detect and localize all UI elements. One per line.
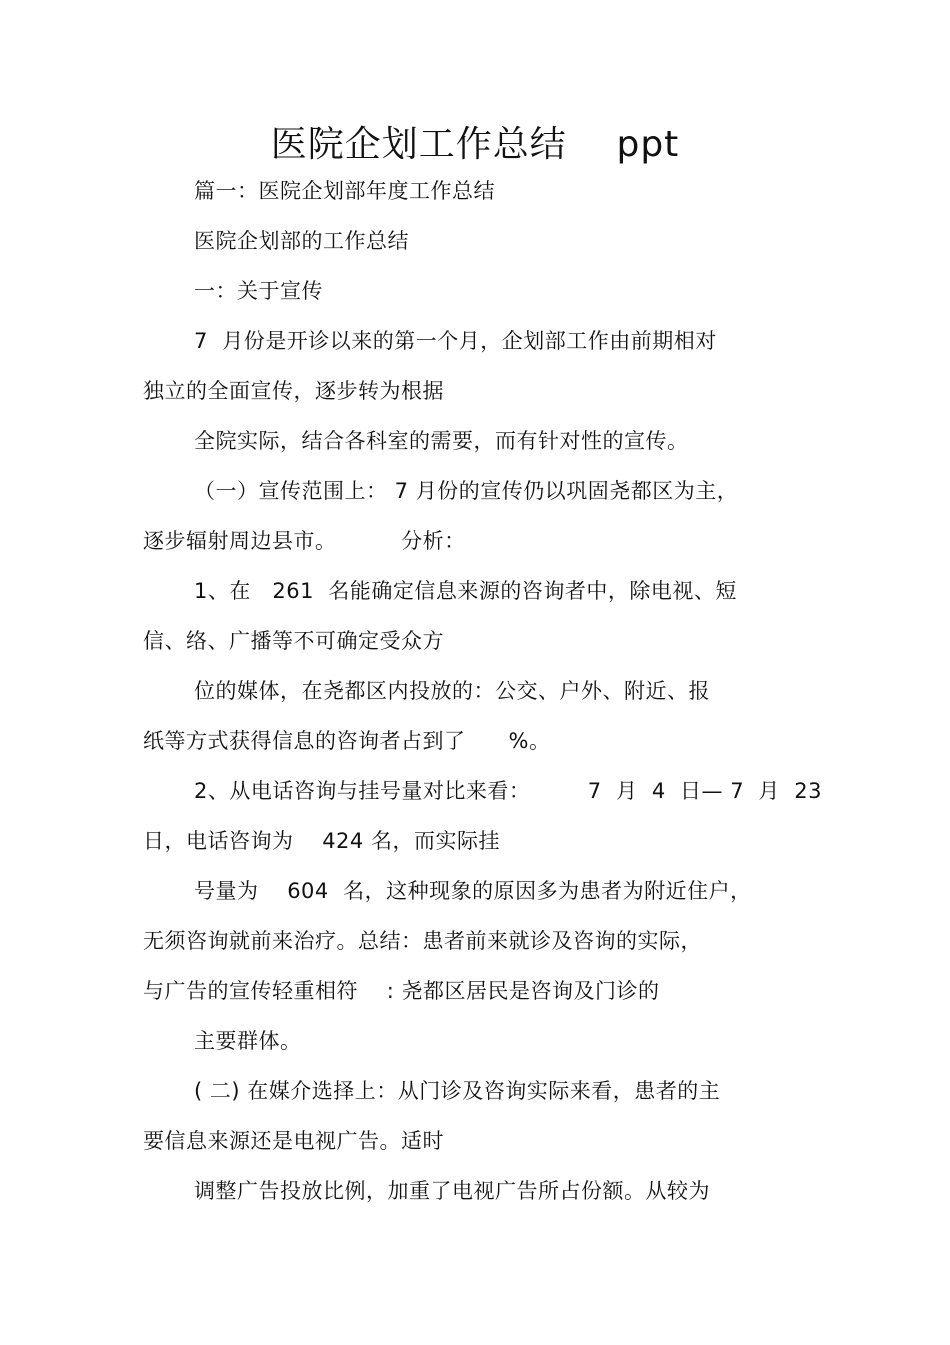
paragraph-line: 独立的全面宣传，逐步转为根据 xyxy=(143,379,444,403)
paragraph-line: 位的媒体，在尧都区内投放的：公交、户外、附近、报 xyxy=(194,679,710,703)
paragraph-line: 2、从电话咨询与挂号量对比来看： 7 月 4 日— 7 月 23 xyxy=(194,779,822,803)
section-heading: 篇一：医院企划部年度工作总结 xyxy=(194,179,495,203)
paragraph-line: 号量为 604 名，这种现象的原因多为患者为附近住户， xyxy=(194,879,752,903)
paragraph-line: 信、络、广播等不可确定受众方 xyxy=(143,629,444,653)
document-title: 医院企划工作总结 ppt xyxy=(270,124,680,165)
item-heading: 一：关于宣传 xyxy=(194,279,323,303)
paragraph-line: ( 二) 在媒介选择上：从门诊及咨询实际来看，患者的主 xyxy=(194,1079,721,1103)
paragraph-line: 7 月份是开诊以来的第一个月，企划部工作由前期相对 xyxy=(194,329,717,353)
subsection-heading: 医院企划部的工作总结 xyxy=(194,229,409,253)
paragraph-line: 调整广告投放比例，加重了电视广告所占份额。从较为 xyxy=(194,1179,710,1203)
paragraph-line: 主要群体。 xyxy=(194,1029,302,1053)
paragraph-line: 无须咨询就前来治疗。总结：患者前来就诊及咨询的实际， xyxy=(143,929,702,953)
paragraph-line: 1、在 261 名能确定信息来源的咨询者中，除电视、短 xyxy=(194,579,737,603)
paragraph-line: 要信息来源还是电视广告。适时 xyxy=(143,1129,444,1153)
paragraph-line: （一）宣传范围上： 7 月份的宣传仍以巩固尧都区为主， xyxy=(194,479,739,503)
paragraph-line: 全院实际，结合各科室的需要，而有针对性的宣传。 xyxy=(194,429,689,453)
paragraph-line: 与广告的宣传轻重相符 : 尧都区居民是咨询及门诊的 xyxy=(143,979,660,1003)
paragraph-line: 逐步辐射周边县市。 分析： xyxy=(143,529,466,553)
paragraph-line: 纸等方式获得信息的咨询者占到了 %。 xyxy=(143,729,551,753)
paragraph-line: 日，电话咨询为 424 名，而实际挂 xyxy=(143,829,500,853)
